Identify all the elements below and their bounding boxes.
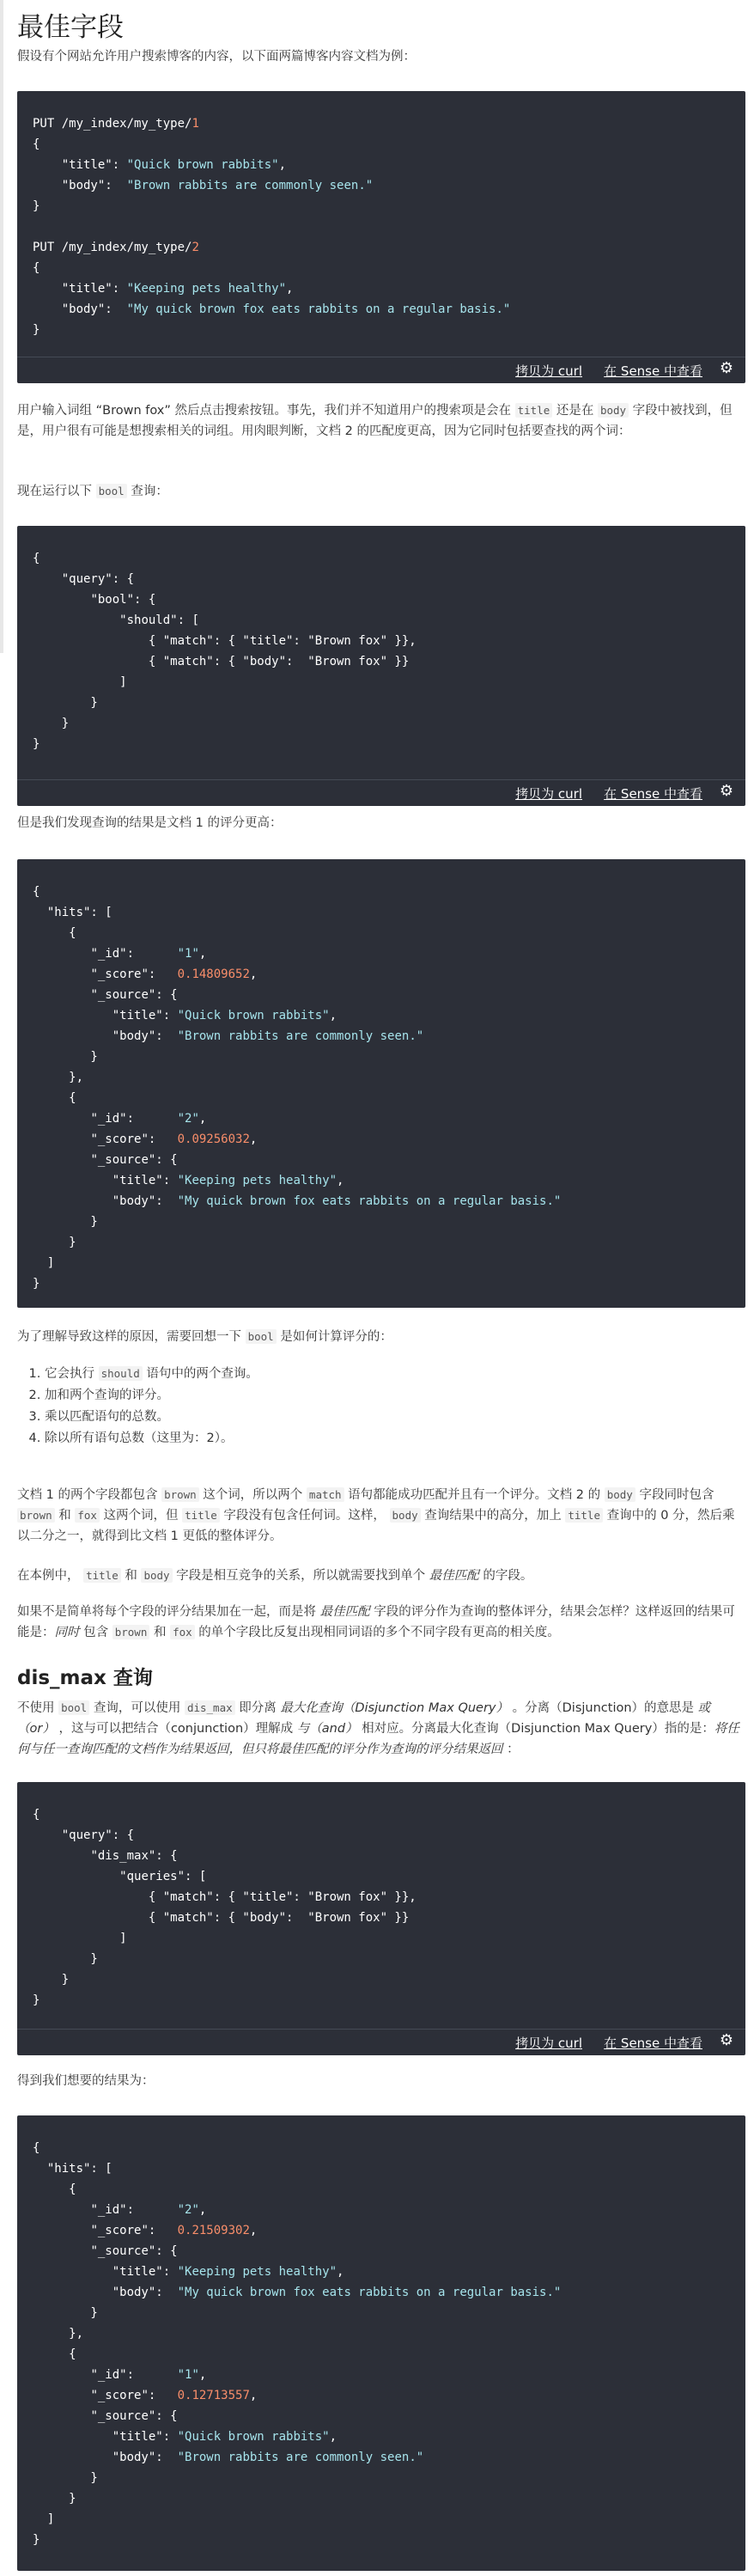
code-block-dismax-query xyxy=(17,1782,745,2055)
view-in-sense-link[interactable]: 在 Sense 中查看 xyxy=(604,786,702,802)
intro-paragraph: 假设有个网站允许用户搜索博客的内容，以下面两篇博客内容文档为例： xyxy=(17,50,416,64)
code-block-bool-results xyxy=(17,859,745,1308)
user-input-paragraph: 用户输入词组 “Brown fox” 然后点击搜索按钮。事先，我们并不知道用户的搜索项是会在 title 还是在 body 字段中被找到，但是，用户很有可能是想搜索相关的词组。用肉眼判断，文档 2 的匹配度更高，因为它同时包括要查找的两个词： xyxy=(17,404,733,438)
copy-as-curl-link[interactable]: 拷贝为 curl xyxy=(515,786,582,802)
gear-icon[interactable]: ⚙ xyxy=(719,359,733,377)
why-paragraph: 为了理解导致这样的原因，需要回想一下 bool 是如何计算评分的： xyxy=(17,1330,392,1344)
run-query-paragraph: 现在运行以下 bool 查询： xyxy=(17,485,168,498)
code-bool-query: { "query": { "bool": { "should": [ { "match": { "title": "Brown fox" }}, { "match": { "body": "Brown fox" }} ] } } } xyxy=(33,552,417,751)
gear-icon[interactable]: ⚙ xyxy=(719,2031,733,2049)
code-toolbar xyxy=(17,2029,745,2055)
code-dismax-query: { "query": { "dis_max": { "queries": [ { "match": { "title": "Brown fox" }}, { "match": { "body": "Brown fox" }} ] } } } xyxy=(33,1808,417,2007)
code-put-docs: PUT /my_index/my_type/1 { "title": "Quick brown rabbits", "body": "Brown rabbits are commonly seen." } PUT /my_index/my_type/2 { "title": "Keeping pets healthy", "body": "My quick brown fox eats rabbits on a regular basis." } xyxy=(33,117,511,337)
code-dismax-results: { "hits": [ { "_id": "2", "_score": 0.21509302, "_source": { "title": "Keeping pets healthy", "body": "My quick brown fox eats rabbits on a regular basis." } }, { "_id": "1", "_score": 0.12713557, "_source": { "title": "Quick brown rabbits", "body": "Brown rabbits are commonly seen." } } ] } xyxy=(33,2141,562,2547)
code-block-bool-query xyxy=(17,526,745,806)
list-item: 4. 除以所有语句总数（这里为：2）。 xyxy=(45,1428,732,1450)
code-bool-results: { "hits": [ { "_id": "1", "_score": 0.14809652, "_source": { "title": "Quick brown rabbits", "body": "Brown rabbits are commonly seen." } }, { "_id": "2", "_score": 0.09256032, "_source": { "title": "Keeping pets healthy", "body": "My quick brown fox eats rabbits on a regular basis." } } ] } xyxy=(33,885,562,1291)
scoring-steps-list xyxy=(17,1363,732,1450)
left-edge-bar xyxy=(0,0,3,653)
list-item: 2. 加和两个查询的评分。 xyxy=(45,1385,732,1407)
copy-as-curl-link[interactable]: 拷贝为 curl xyxy=(515,2036,582,2051)
copy-as-curl-link[interactable]: 拷贝为 curl xyxy=(515,363,582,379)
code-block-dismax-results xyxy=(17,2115,745,2571)
view-in-sense-link[interactable]: 在 Sense 中查看 xyxy=(604,363,702,379)
view-in-sense-link[interactable]: 在 Sense 中查看 xyxy=(604,2036,702,2051)
gear-icon[interactable]: ⚙ xyxy=(719,782,733,800)
code-block-put xyxy=(17,91,745,383)
list-item: 1. 它会执行 should 语句中的两个查询。 xyxy=(45,1363,732,1385)
dismax-paragraph: 不使用 bool 查询，可以使用 dis_max 即分离 最大化查询（Disjunction Max Query） 。分离（Disjunction）的意思是 或（or） ，这与可以把结合（conjunction）理解成 与（and） 相对应。分离最大化查询（Disjunction Max Query）指的是：将任何与任一查询匹配的文档作为结果返回，但只将最佳匹配的评分作为查询的评分结果返回 ： xyxy=(17,1701,739,1756)
code-toolbar xyxy=(17,357,745,383)
code-toolbar xyxy=(17,779,745,806)
example-paragraph: 在本例中， title 和 body 字段是相互竞争的关系，所以就需要找到单个 最佳匹配 的字段。 xyxy=(17,1569,533,1583)
result-paragraph: 但是我们发现查询的结果是文档 1 的评分更高： xyxy=(17,816,283,830)
page-title: 最佳字段 xyxy=(17,12,124,43)
best-field-paragraph: 如果不是简单将每个字段的评分结果加在一起，而是将 最佳匹配 字段的评分作为查询的整体评分，结果会怎样？这样返回的结果可能是：同时 包含 brown 和 fox 的单个字段比反复出现相同词语的多个不同字段有更高的相关度。 xyxy=(17,1605,735,1639)
section-heading-dismax: dis_max 查询 xyxy=(17,1667,153,1689)
desired-result-paragraph: 得到我们想要的结果为： xyxy=(17,2074,155,2088)
list-item: 3. 乘以匹配语句的总数。 xyxy=(45,1407,732,1428)
doc1-explanation-paragraph: 文档 1 的两个字段都包含 brown 这个词，所以两个 match 语句都能成功匹配并且有一个评分。文档 2 的 body 字段同时包含 brown 和 fox 这两个词，但 title 字段没有包含任何词。这样， body 查询结果中的高分，加上 title 查询中的 0 分，然后乘以二分之一，就得到比文档 1 更低的整体评分。 xyxy=(17,1488,735,1543)
